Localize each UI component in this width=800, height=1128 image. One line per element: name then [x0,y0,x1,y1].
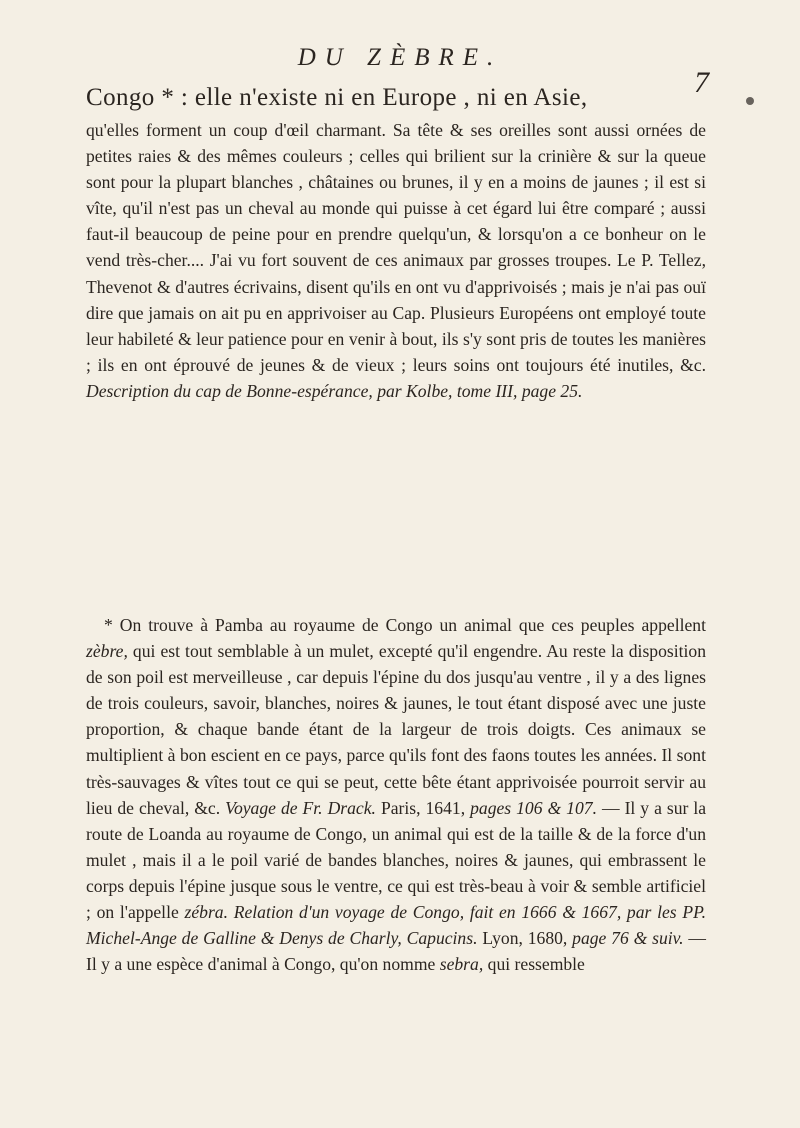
citation-drack: Voyage de Fr. Drack. [225,797,376,818]
footnote-text: qui ressemble [487,954,585,975]
citation-galline-pages: page 76 & suiv. [572,928,684,949]
footnote-text: — Il y a une espèce d'animal à Congo, qu'on nomme [86,928,706,975]
citation-galline: Relation d'un voyage de Congo, fait en 1666 & 1667, par les PP. Michel-Ange de Galline & Denys de Charly, Capucins. [86,902,706,949]
term-zebre: zèbre, [86,641,128,662]
first-line: Congo * : elle n'existe ni en Europe , ni en Asie, [86,84,588,111]
citation-kolbe: Description du cap de Bonne-espérance, par Kolbe, tome III, page 25. [86,380,583,401]
term-zebra: zébra. [184,902,228,923]
running-head: DU ZÈBRE. [297,44,503,71]
citation-drack-pages: pages 106 & 107. [470,797,597,818]
page-number: 7 [694,66,709,99]
citation-galline-place: Lyon, 1680, [482,928,568,949]
footnote-text: * On trouve à Pamba au royaume de Congo un animal que ces peuples appellent [104,615,706,635]
footnote-text: — Il y a sur la route de Loanda au royaume de Congo, un animal qui est de la taille & de la force d'un mulet , mais il a le poil varié de bandes blanches, noires & jaunes, qui embrassent le corps depuis l'épine jusque sous le ventre, ce qui est très-beau à voir & semble artificiel ; on l'appelle [86,797,707,923]
ink-spot [746,97,754,105]
paragraph-text: qu'elles forment un coup d'œil charmant. Sa tête & ses oreilles sont aussi ornées de petites raies & des mêmes couleurs ; celles qui brilient sur la crinière & sur la queue sont pour la plupart blanches , châtaines ou brunes, il y en a moins de jaunes ; il est si vîte, qu'il n'est pas un cheval au monde qui puisse à cet égard lui être comparé ; aussi faut-il beaucoup de peine pour en prendre quelqu'un, & lorsqu'on a ce bonheur on le vend très-cher.... J'ai vu fort souvent de ces animaux par grosses troupes. Le P. Tellez, Thevenot & d'autres écrivains, disent qu'ils en ont vu d'apprivoisés ; mais je n'ai pas ouï dire que jamais on ait pu en apprivoiser au Cap. Plusieurs Européens ont employé toute leur habileté & leur patience pour en venir à bout, ils s'y sont pris de toutes les manières ; ils en ont éprouvé de jeunes & de vieux ; leurs soins ont toujours été inutiles, &c. [86,120,706,375]
term-sebra: sebra, [439,954,484,975]
paragraph-kolbe-quote [86,117,706,404]
footnote-paragraph [86,612,706,977]
citation-drack-place: Paris, 1641, [380,797,466,818]
footnote-text: qui est tout semblable à un mulet, excepté qu'il engendre. Au reste la disposition de son poil est merveilleuse , car depuis l'épine du dos jusqu'au ventre , il y a des lignes de trois couleurs, savoir, blanches, noires & jaunes, le tout étant disposé avec une juste proportion, & chaque bande étant de la largeur de trois doigts. Ces animaux se multiplient à bon escient en ce pays, parce qu'ils font des faons toutes les années. Il sont très-sauvages & vîtes tout ce qui se peut, cette bête étant apprivoisée pourroit servir au lieu de cheval, &c. [86,641,706,818]
